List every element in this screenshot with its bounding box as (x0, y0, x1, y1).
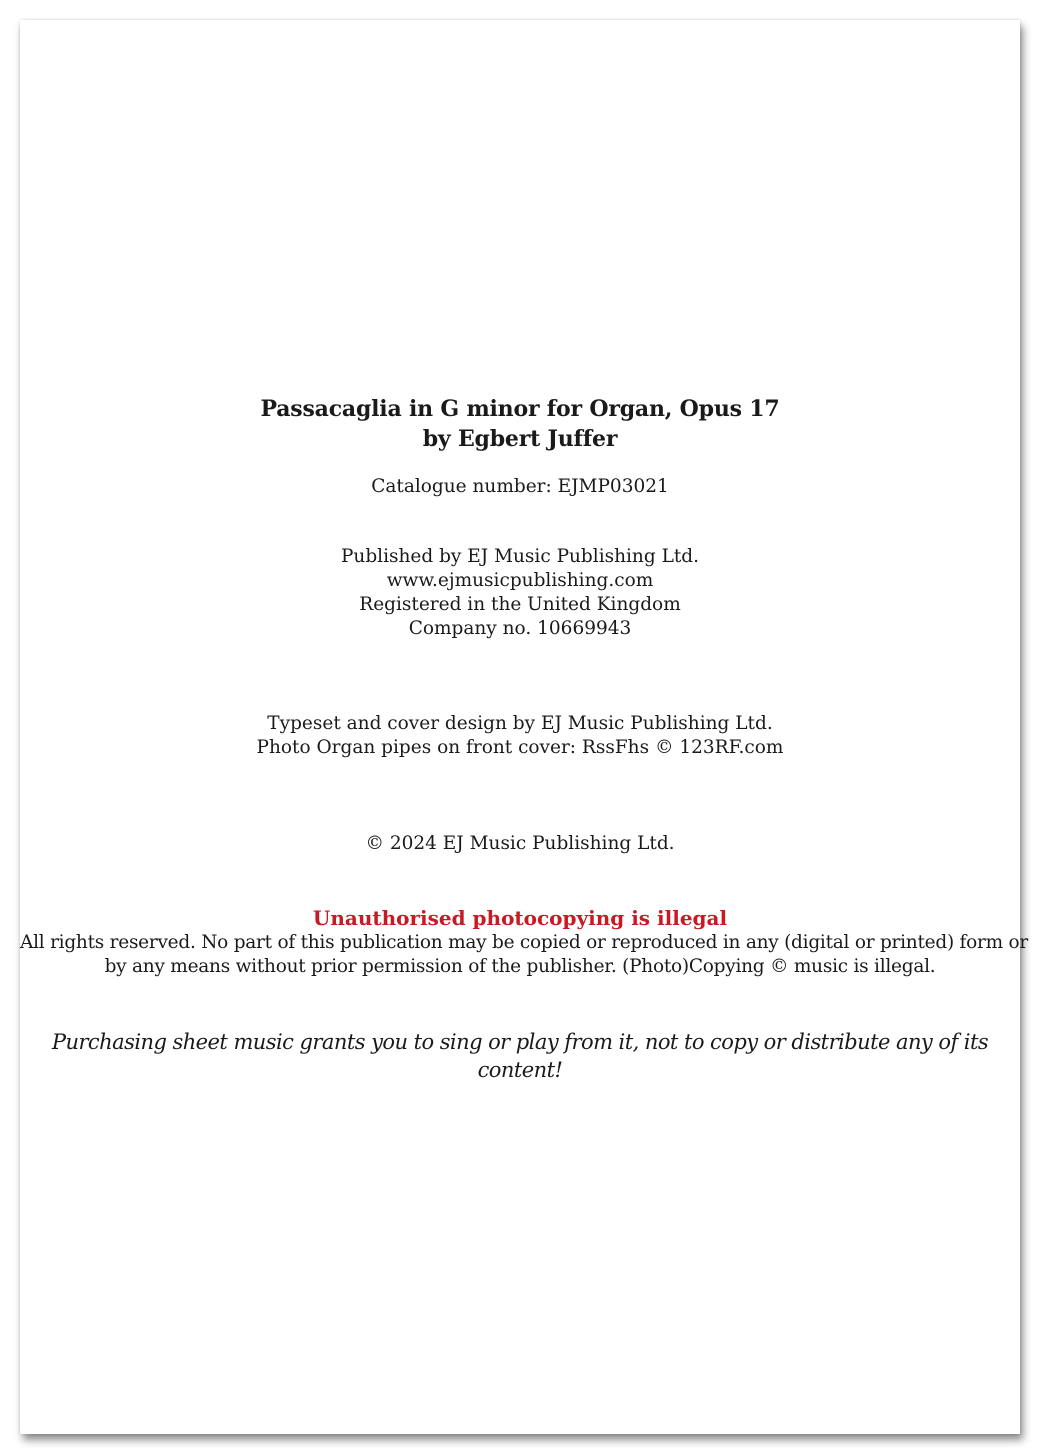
rights-line-2: by any means without prior permission of the publisher. (Photo)Copying © music is illegal. (104, 956, 936, 977)
photocopy-warning: Unauthorised photocopying is illegal (312, 906, 728, 930)
publisher-info (20, 545, 1020, 641)
registration: Registered in the United Kingdom (359, 594, 681, 615)
catalogue-number: Catalogue number: EJMP03021 (371, 476, 669, 497)
copyright-notice: © 2024 EJ Music Publishing Ltd. (365, 833, 675, 854)
title-work: Passacaglia in G minor for Organ, Opus 17 (260, 396, 780, 422)
published-by: Published by EJ Music Publishing Ltd. (340, 546, 700, 567)
rights-statement (20, 931, 1029, 979)
typeset-credit: Typeset and cover design by EJ Music Publishing Ltd. (267, 713, 773, 734)
purchase-notice: Purchasing sheet music grants you to sing or play from it, not to copy or distribute any of its content! (51, 1030, 989, 1082)
credits (20, 712, 1020, 760)
page-title (20, 394, 1020, 454)
title-composer: by Egbert Juffer (422, 426, 618, 452)
rights-line-1: All rights reserved. No part of this publication may be copied or reproduced in any (digital or printed) form or (20, 932, 1029, 953)
publisher-website: www.ejmusicpublishing.com (386, 570, 654, 591)
document-page (20, 20, 1029, 1434)
company-number: Company no. 10669943 (408, 618, 632, 639)
photo-credit: Photo Organ pipes on front cover: RssFhs © 123RF.com (256, 737, 784, 758)
